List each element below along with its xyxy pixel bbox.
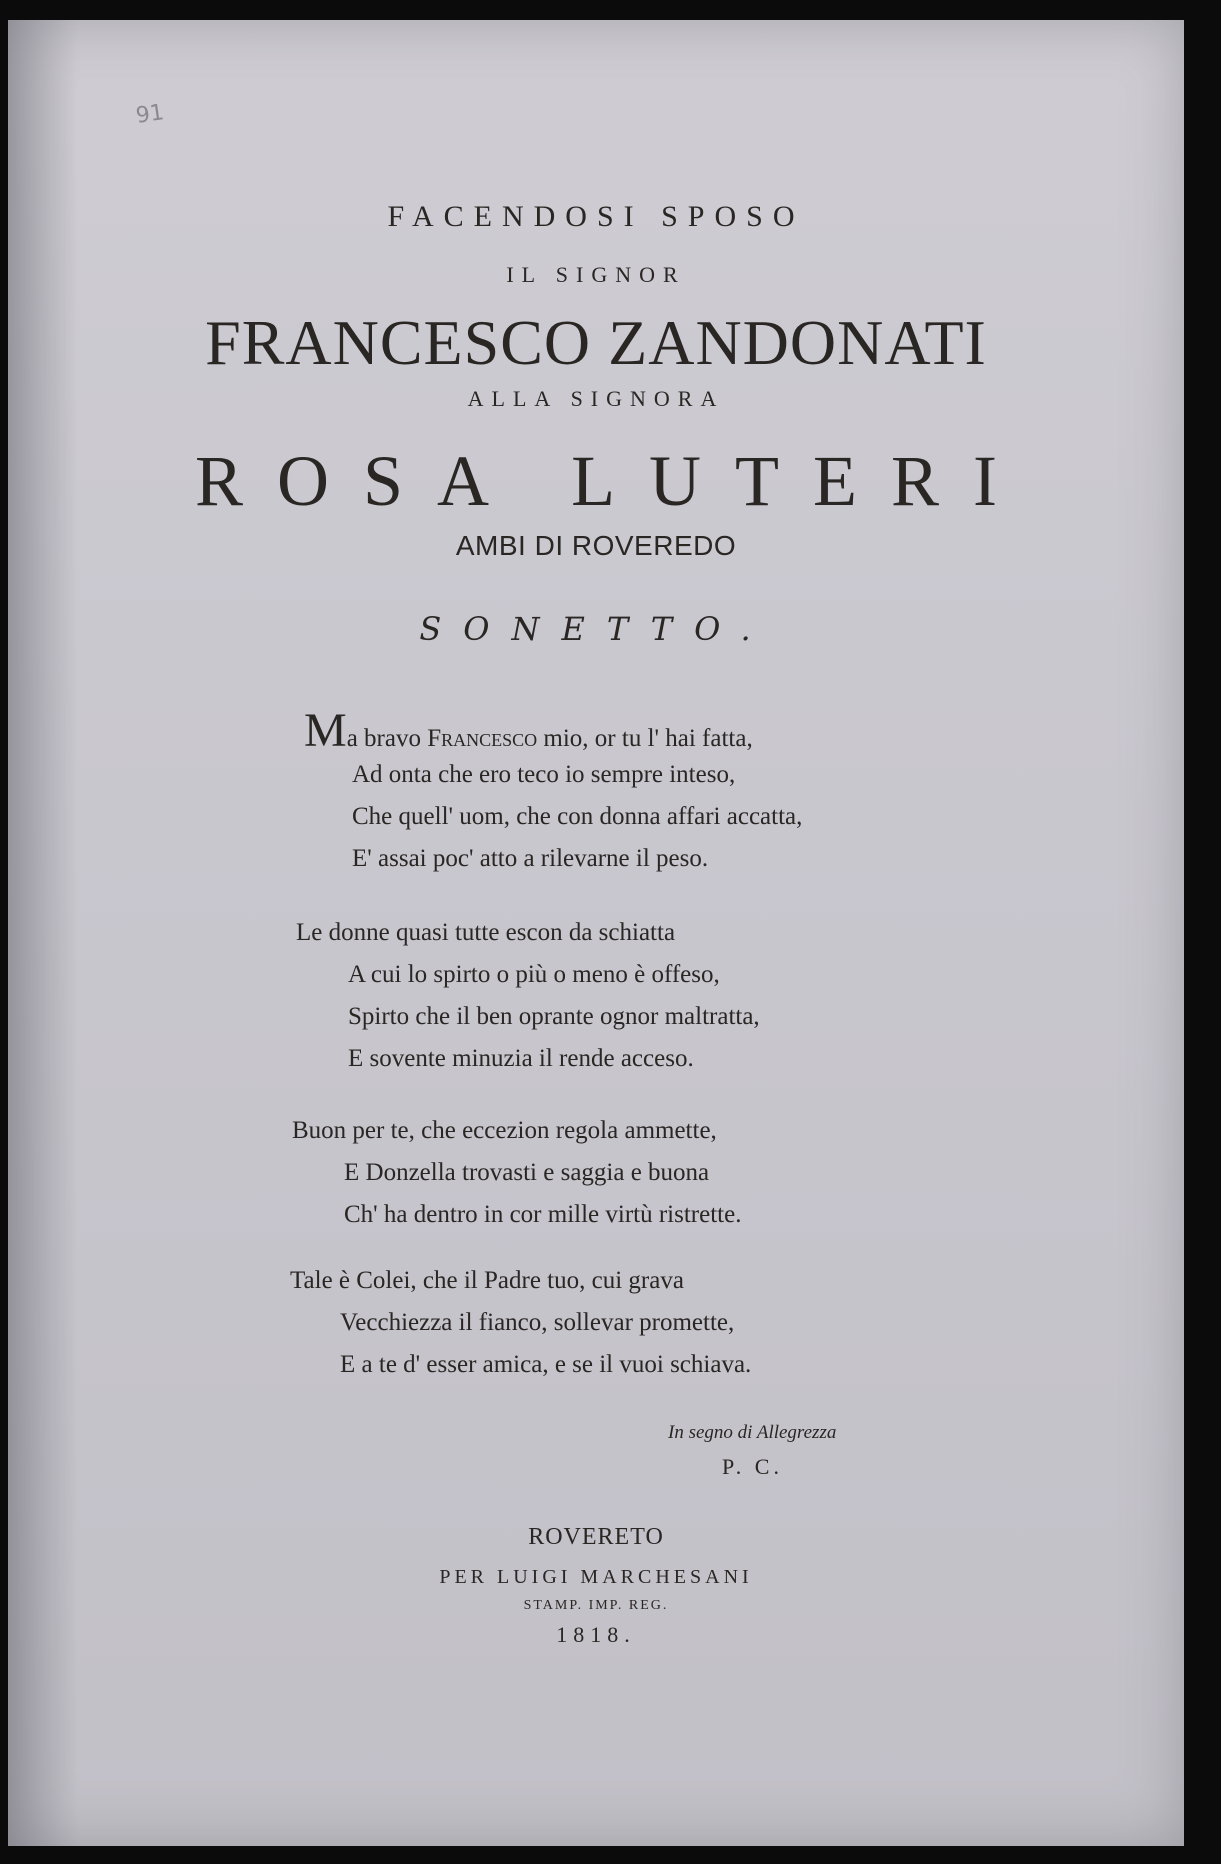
heading-line-1: FACENDOSI SPOSO [387,200,805,233]
signature-line: In segno di Allegrezza [668,1422,837,1443]
verse-line: E' assai poc' atto a rilevarne il peso. [352,845,709,872]
verse-line: Spirto che il ben oprante ognor maltratta, [348,1003,760,1030]
verse-text: a bravo [346,725,428,752]
bride-name: ROSA LUTERI [194,441,1032,521]
printed-sheet [8,20,1184,1846]
verse-line [304,704,753,758]
verse-line: E a te d' esser amica, e se il vuoi schiava. [340,1351,752,1378]
heading-line-6: AMBI DI ROVEREDO [455,530,737,561]
verse-text: mio, or tu l' hai fatta, [537,725,753,752]
verse-line: E Donzella trovasti e saggia e buona [344,1159,710,1186]
imprint-title: STAMP. IMP. REG. [523,1598,669,1613]
verse-line: A cui lo spirto o più o meno è offeso, [348,961,720,988]
signature-initials: P. C. [722,1454,783,1479]
imprint-printer: PER LUIGI MARCHESANI [439,1566,753,1588]
verse-line: Ch' ha dentro in cor mille virtù ristrette. [344,1201,742,1228]
verse-line: Tale è Colei, che il Padre tuo, cui grava [290,1267,684,1294]
verse-line: Che quell' uom, che con donna affari accatta, [352,803,803,830]
verse-line: Le donne quasi tutte escon da schiatta [296,919,676,946]
imprint-city: ROVERETO [528,1524,664,1550]
groom-name: FRANCESCO ZANDONATI [205,307,987,378]
verse-line: E sovente minuzia il rende acceso. [348,1045,694,1072]
verse-line: Buon per te, che eccezion regola ammette, [292,1117,717,1144]
heading-line-4: ALLA SIGNORA [467,386,725,411]
imprint-year: 1818. [556,1622,636,1647]
drop-cap: M [304,704,347,757]
verse-line: Ad onta che ero teco io sempre inteso, [352,761,736,788]
verse-line: Vecchiezza il fianco, sollevar promette, [340,1309,735,1336]
verse-name: Francesco [427,725,538,752]
pencil-mark: 91 [134,100,166,129]
heading-line-2: IL SIGNOR [506,262,686,287]
poem-form-title: SONETTO. [419,610,773,648]
